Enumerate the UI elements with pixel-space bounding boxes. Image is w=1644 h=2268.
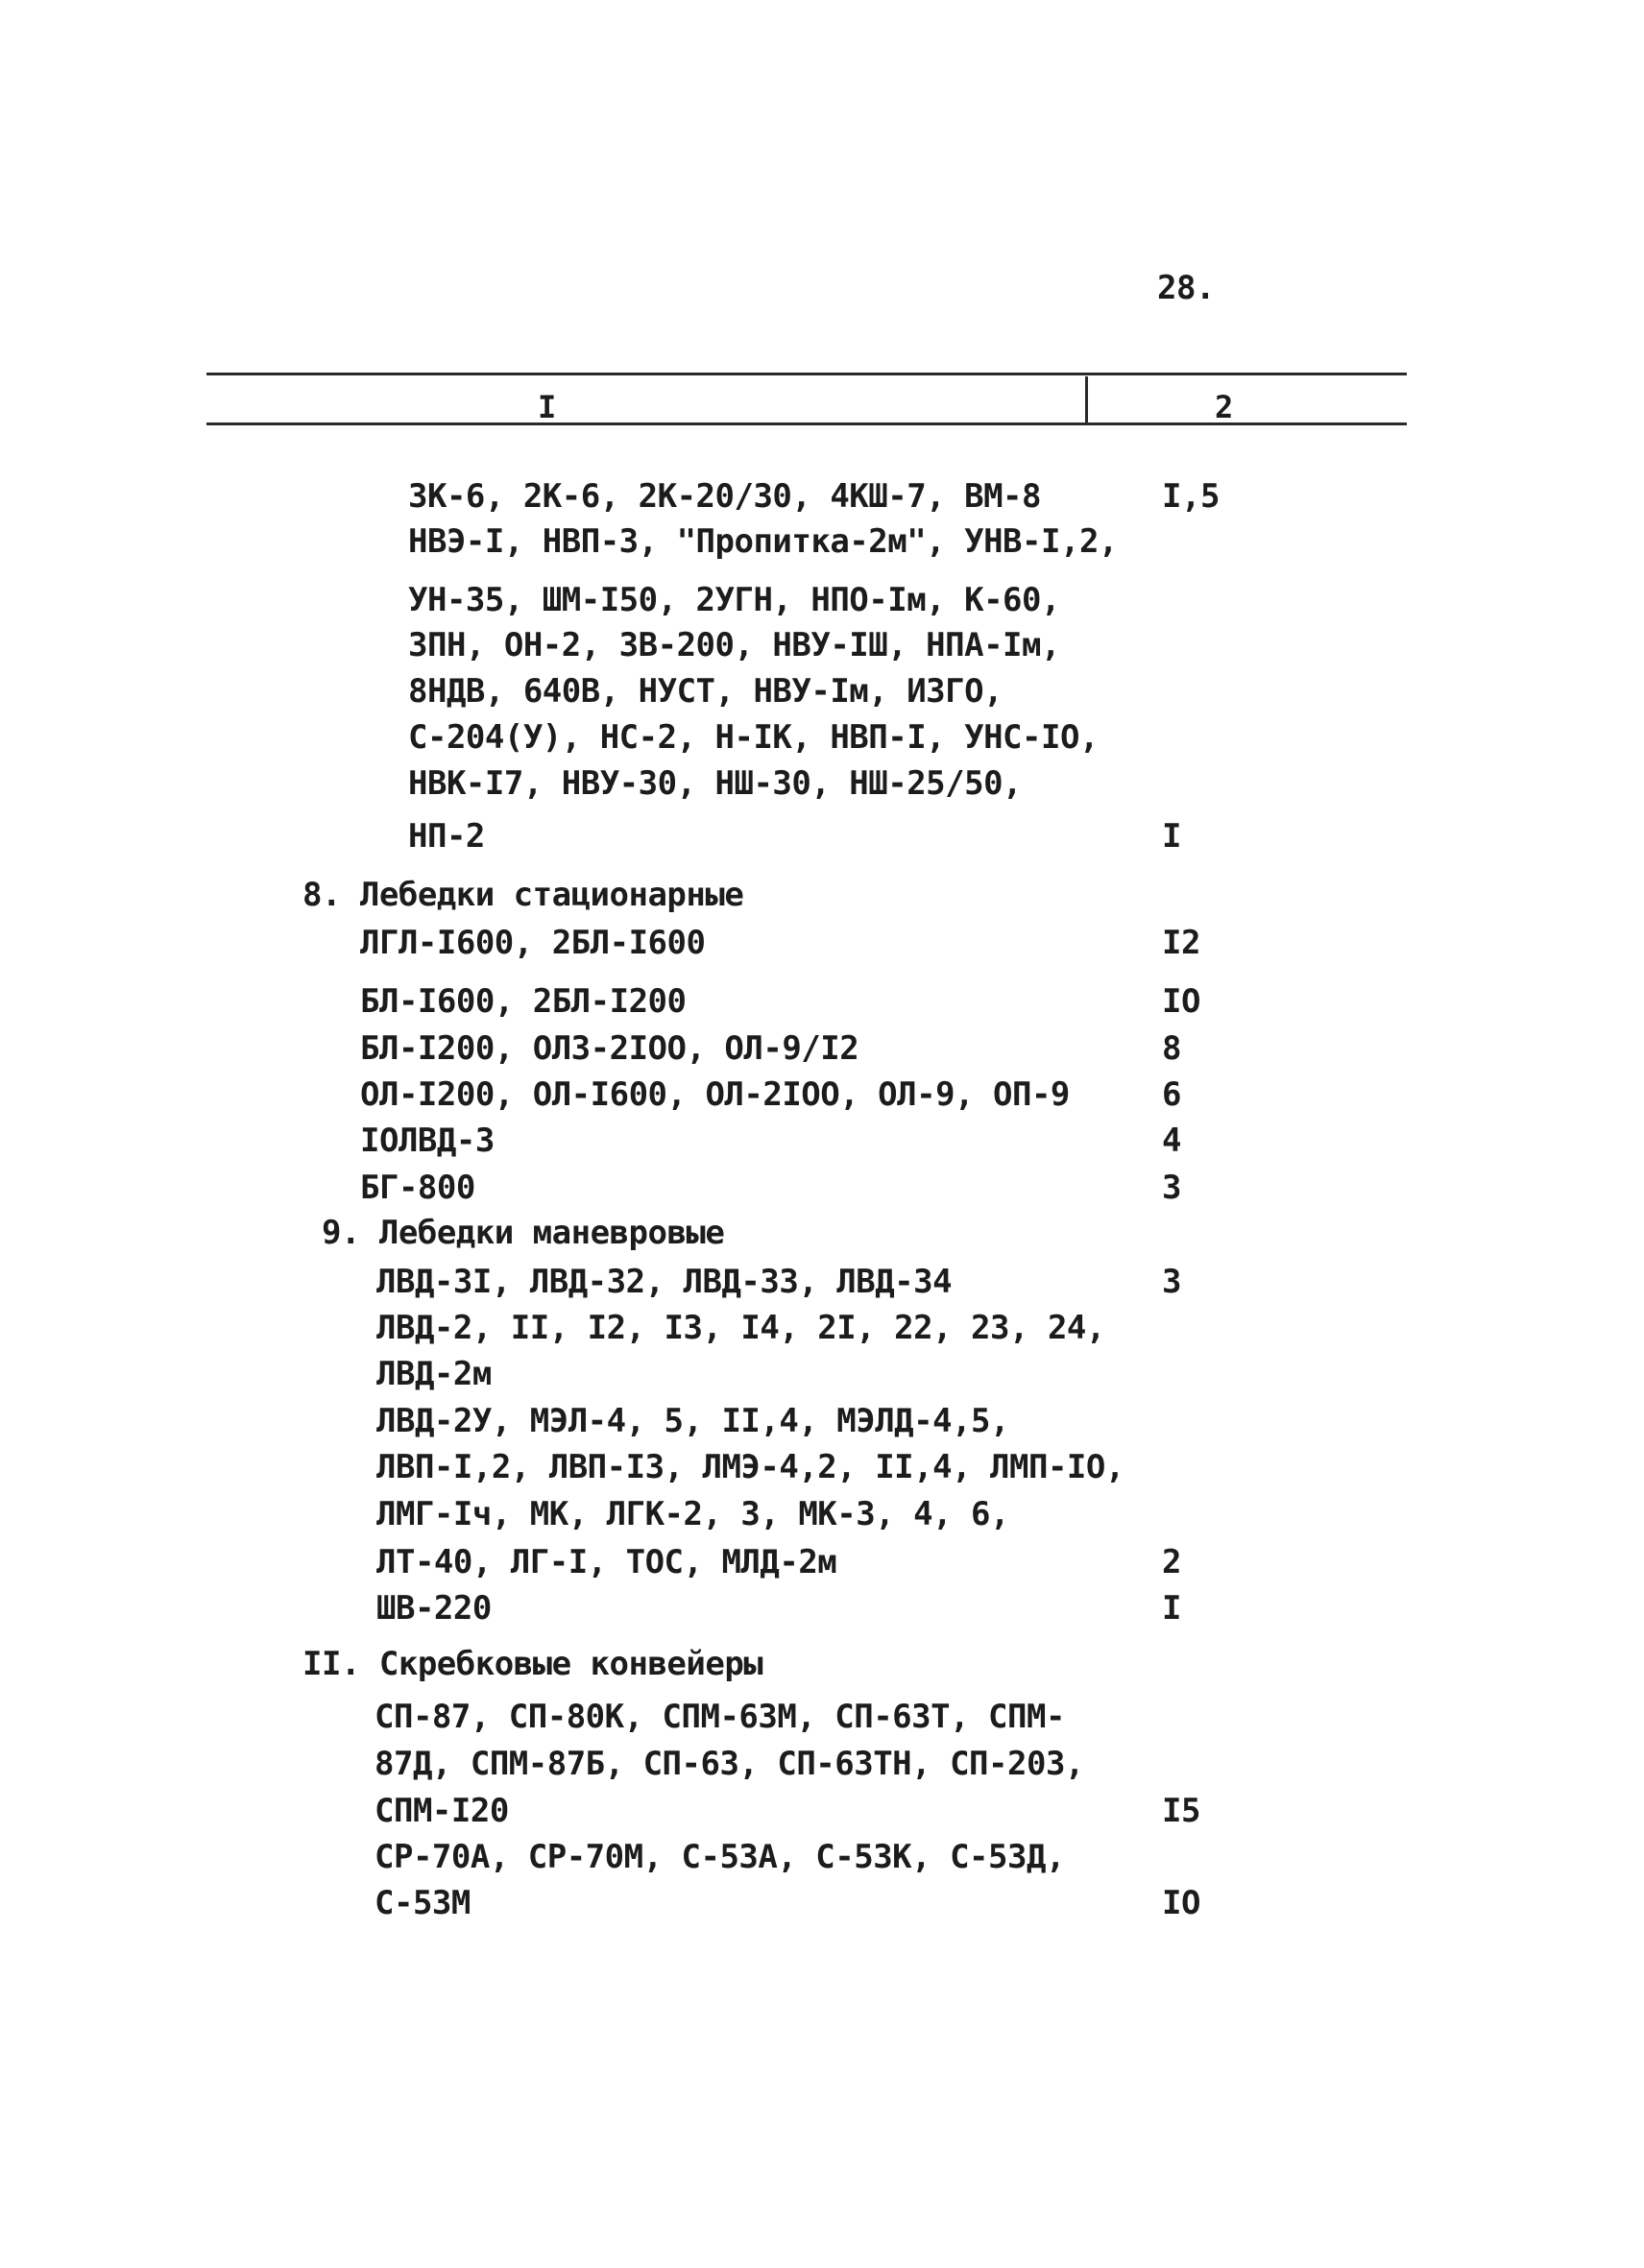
row-text: ЛГЛ-I600, 2БЛ-I600 <box>360 924 706 962</box>
row-value: I <box>1162 817 1181 856</box>
row-text: 8НДВ, 640В, НУСТ, НВУ-Iм, ИЗГО, <box>408 672 1003 711</box>
row-text: ЛВД-2м <box>376 1355 492 1393</box>
row-value: I <box>1162 1589 1181 1628</box>
row-text: БГ-800 <box>360 1169 475 1207</box>
row-text: СП-87, СП-80К, СПМ-63М, СП-63Т, СПМ- <box>375 1698 1065 1736</box>
column-header-1: I <box>538 389 557 425</box>
row-value: I2 <box>1162 924 1200 962</box>
table-top-rule <box>206 373 1407 375</box>
row-value: I5 <box>1162 1792 1200 1830</box>
row-value: 4 <box>1162 1122 1181 1160</box>
row-text: ЛТ-40, ЛГ-I, ТОС, МЛД-2м <box>376 1543 837 1581</box>
row-value: 6 <box>1162 1075 1181 1114</box>
page-number: 28. <box>1157 269 1215 307</box>
column-header-2: 2 <box>1215 389 1234 425</box>
table-column-divider <box>1085 376 1088 422</box>
section-heading-8: 8. Лебедки стационарные <box>302 876 744 914</box>
row-text: НП-2 <box>408 817 485 856</box>
row-text: ЛВД-2У, МЭЛ-4, 5, II,4, МЭЛД-4,5, <box>376 1402 1010 1440</box>
row-text: ШВ-220 <box>376 1589 492 1628</box>
row-value: I,5 <box>1162 477 1220 516</box>
section-heading-11: II. Скребковые конвейеры <box>302 1645 763 1683</box>
row-text: НВЭ-I, НВП-3, "Пропитка-2м", УНВ-I,2, <box>408 522 1118 561</box>
row-text: УН-35, ШМ-I50, 2УГН, НПО-Iм, К-60, <box>408 581 1060 619</box>
row-text: СР-70А, СР-70М, С-53А, С-53К, С-53Д, <box>375 1838 1065 1876</box>
row-text: 87Д, СПМ-87Б, СП-63, СП-63ТН, СП-203, <box>375 1745 1084 1783</box>
row-text: БЛ-I200, ОЛЗ-2IOO, ОЛ-9/I2 <box>360 1029 859 1068</box>
row-text: 3К-6, 2К-6, 2К-20/30, 4КШ-7, ВМ-8 <box>408 477 1042 516</box>
row-text: НВК-I7, НВУ-30, НШ-30, НШ-25/50, <box>408 764 1023 803</box>
row-value: IO <box>1162 1884 1200 1922</box>
row-text: С-204(У), НС-2, Н-IК, НВП-I, УНС-IО, <box>408 718 1099 757</box>
row-text: 3ПН, ОН-2, 3В-200, НВУ-IШ, НПА-Iм, <box>408 626 1060 664</box>
row-value: 2 <box>1162 1543 1181 1581</box>
row-text: ЛМГ-Iч, МК, ЛГК-2, 3, МК-3, 4, 6, <box>376 1495 1010 1533</box>
row-text: IОЛВД-3 <box>360 1122 495 1160</box>
row-text: ЛВД-2, II, I2, I3, I4, 2I, 22, 23, 24, <box>376 1309 1105 1347</box>
row-value: IO <box>1162 982 1200 1021</box>
row-value: 8 <box>1162 1029 1181 1068</box>
section-heading-9: 9. Лебедки маневровые <box>322 1214 725 1252</box>
row-text: ЛВД-3I, ЛВД-32, ЛВД-33, ЛВД-34 <box>376 1263 953 1301</box>
row-text: ОЛ-I200, ОЛ-I600, ОЛ-2IOO, ОЛ-9, ОП-9 <box>360 1075 1070 1114</box>
row-text: СПМ-I20 <box>375 1792 509 1830</box>
row-text: БЛ-I600, 2БЛ-I200 <box>360 982 687 1021</box>
row-value: 3 <box>1162 1169 1181 1207</box>
row-text: С-53М <box>375 1884 471 1922</box>
row-text: ЛВП-I,2, ЛВП-I3, ЛМЭ-4,2, II,4, ЛМП-IО, <box>376 1448 1124 1486</box>
row-value: 3 <box>1162 1263 1181 1301</box>
